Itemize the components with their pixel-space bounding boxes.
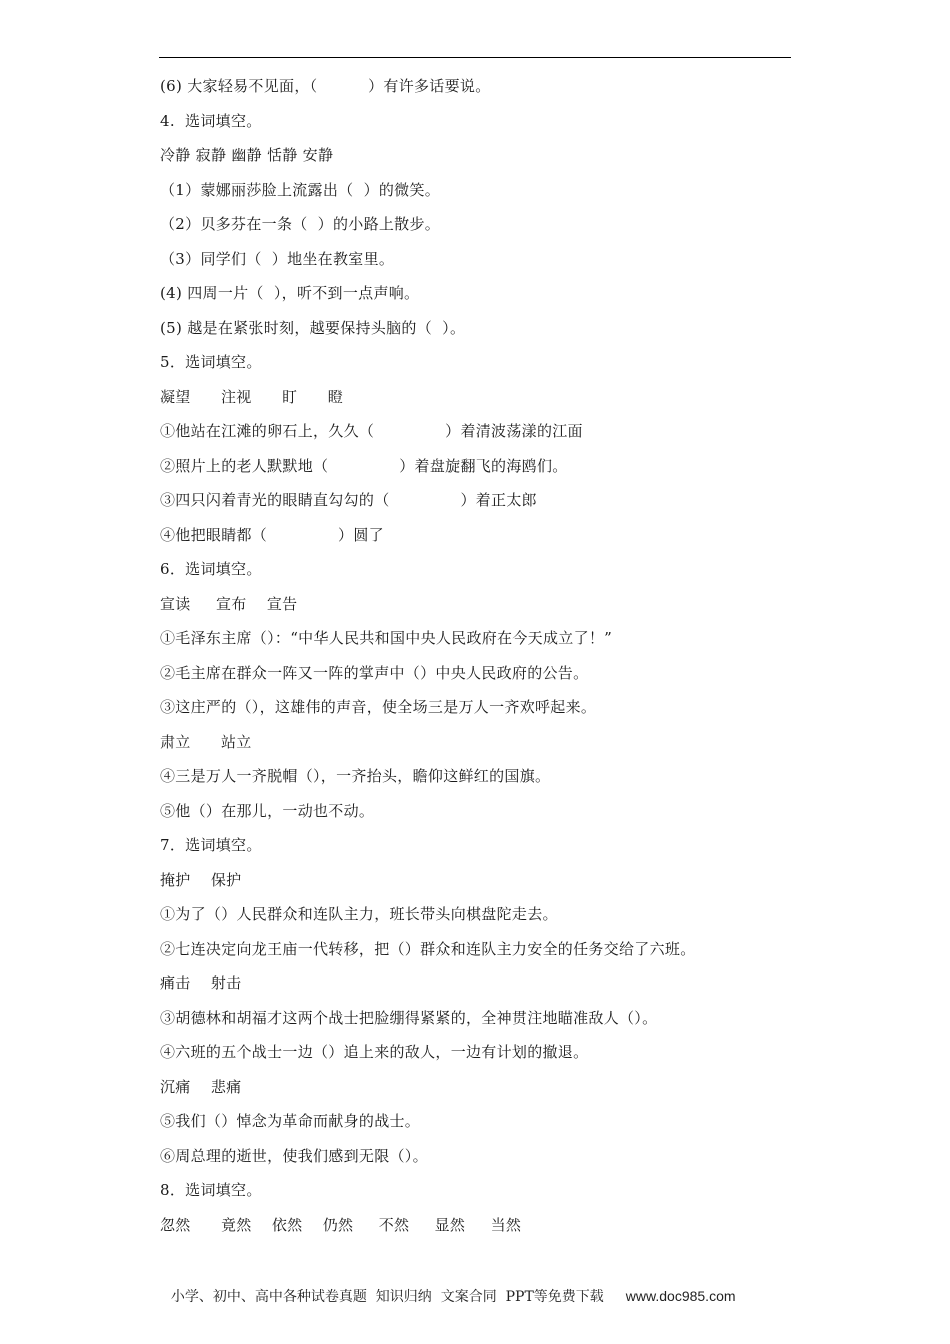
text-line: ①他站在江滩的卵石上，久久（ ）着清波荡漾的江面 bbox=[160, 422, 583, 440]
text-line: ③四只闪着青光的眼睛直勾勾的（ ）着正太郎 bbox=[160, 491, 537, 509]
header-rule bbox=[159, 57, 791, 58]
word-options: 沉痛 悲痛 bbox=[160, 1078, 242, 1096]
question-heading: 5．选词填空。 bbox=[160, 353, 262, 371]
text-line: ⑤他（）在那儿，一动也不动。 bbox=[160, 802, 375, 820]
text-line: ④六班的五个战士一边（）追上来的敌人，一边有计划的撤退。 bbox=[160, 1043, 589, 1061]
text-line: ①为了（）人民群众和连队主力，班长带头向棋盘陀走去。 bbox=[160, 905, 558, 923]
text-line: ④三是万人一齐脱帽（），一齐抬头，瞻仰这鲜红的国旗。 bbox=[160, 767, 551, 785]
word-options: 肃立 站立 bbox=[160, 733, 252, 751]
footer-url[interactable]: www.doc985.com bbox=[625, 1288, 736, 1304]
text-line: (6) 大家轻易不见面，（ ）有许多话要说。 bbox=[160, 77, 491, 95]
text-line: ⑤我们（）悼念为革命而献身的战士。 bbox=[160, 1112, 421, 1130]
text-line: ②七连决定向龙王庙一代转移，把（）群众和连队主力安全的任务交给了六班。 bbox=[160, 940, 696, 958]
text-line: ⑥周总理的逝世，使我们感到无限（）。 bbox=[160, 1147, 428, 1165]
question-heading: 8．选词填空。 bbox=[160, 1181, 262, 1199]
text-line: ②毛主席在群众一阵又一阵的掌声中（）中央人民政府的公告。 bbox=[160, 664, 589, 682]
footer-text: 小学、初中、高中各种试卷真题 知识归纳 文案合同 PPT等免费下载 bbox=[170, 1289, 604, 1305]
word-options: 凝望 注视 盯 瞪 bbox=[160, 388, 344, 406]
word-options: 忽然 竟然 依然 仍然 不然 显然 当然 bbox=[160, 1216, 522, 1234]
text-line: ④他把眼睛都（ ）圆了 bbox=[160, 526, 384, 544]
word-options: 痛击 射击 bbox=[160, 974, 242, 992]
text-line: (5) 越是在紧张时刻，越要保持头脑的（ ）。 bbox=[160, 319, 466, 337]
text-line: (4) 四周一片（ ），听不到一点声响。 bbox=[160, 284, 420, 302]
text-line: （3）同学们（ ）地坐在教室里。 bbox=[160, 250, 395, 268]
question-heading: 7．选词填空。 bbox=[160, 836, 262, 854]
word-options: 掩护 保护 bbox=[160, 871, 242, 889]
text-line: ③胡德林和胡福才这两个战士把脸绷得紧紧的，全神贯注地瞄准敌人（）。 bbox=[160, 1009, 658, 1027]
word-options: 宣读 宣布 宣告 bbox=[160, 595, 298, 613]
text-line: ③这庄严的（），这雄伟的声音，使全场三是万人一齐欢呼起来。 bbox=[160, 698, 597, 716]
text-line: ①毛泽东主席（）：“中华人民共和国中央人民政府在今天成立了！” bbox=[160, 629, 613, 647]
text-line: ②照片上的老人默默地（ ）着盘旋翻飞的海鸥们。 bbox=[160, 457, 568, 475]
text-line: （2）贝多芬在一条（ ）的小路上散步。 bbox=[160, 215, 441, 233]
page-footer bbox=[162, 1266, 736, 1307]
question-heading: 4. 选词填空。 bbox=[160, 112, 262, 130]
word-options: 冷静 寂静 幽静 恬静 安静 bbox=[160, 146, 334, 164]
question-heading: 6．选词填空。 bbox=[160, 560, 262, 578]
text-line: （1）蒙娜丽莎脸上流露出（ ）的微笑。 bbox=[160, 181, 441, 199]
